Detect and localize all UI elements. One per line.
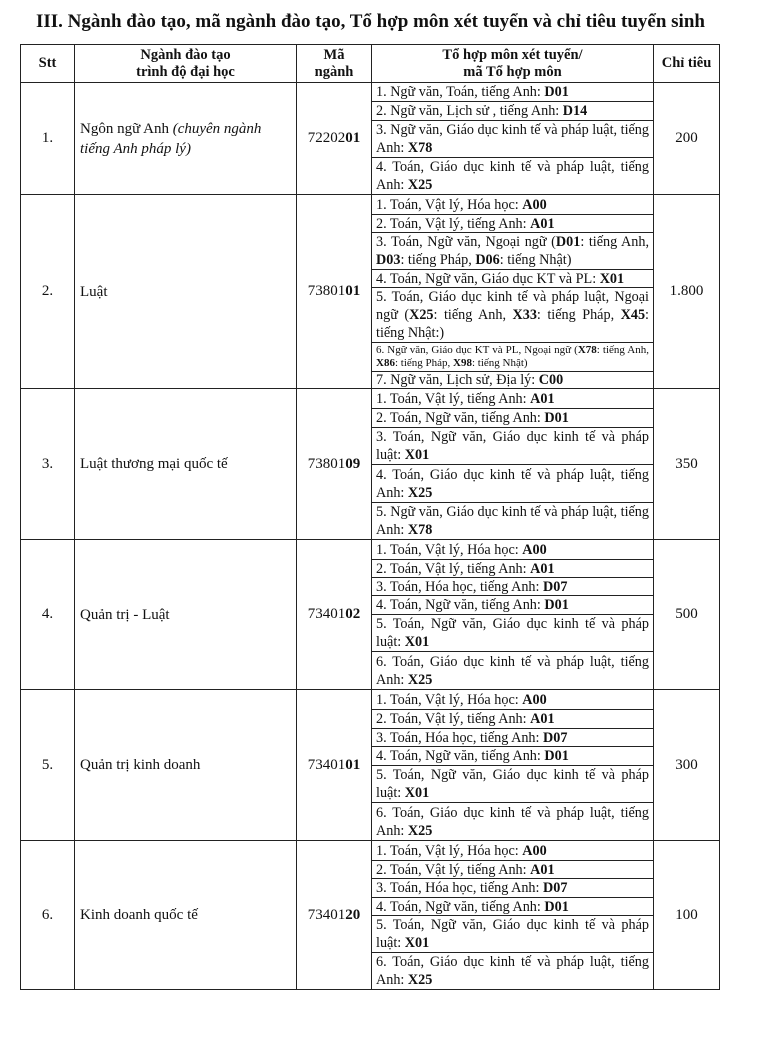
table-row — [21, 195, 720, 389]
major-name: Luật thương mại quốc tế — [80, 456, 228, 472]
code-suffix: 01 — [345, 130, 361, 146]
row-stt: 1. — [21, 83, 75, 195]
combo-item — [372, 287, 653, 342]
combo-item — [372, 540, 653, 559]
row-quota: 300 — [654, 690, 720, 841]
combo-text: 4. Toán, Ngữ văn, tiếng Anh: — [376, 898, 545, 915]
combo-code: X25 — [407, 822, 433, 839]
row-major — [75, 389, 297, 540]
row-quota: 350 — [654, 389, 720, 540]
combo-code: X25 — [407, 671, 433, 688]
combo-code: D01 — [555, 234, 581, 250]
combo-item — [372, 214, 653, 232]
header-stt: Stt — [21, 45, 75, 83]
combo-text: 6. Toán, Giáo dục kinh tế và pháp luật, tiếng Anh: — [376, 954, 649, 988]
combo-item — [372, 502, 653, 539]
code-suffix: 01 — [345, 756, 361, 773]
row-code — [297, 83, 372, 195]
row-code — [297, 389, 372, 540]
row-combos — [372, 195, 654, 389]
combo-text: 3. Toán, Hóa học, tiếng Anh: — [376, 578, 543, 595]
row-quota: 500 — [654, 540, 720, 690]
combo-text: : tiếng Nhật:) — [376, 307, 649, 341]
admissions-table — [20, 44, 720, 990]
combo-item — [372, 878, 653, 897]
combo-text: 1. Toán, Vật lý, Hóa học: — [376, 842, 523, 859]
row-stt: 5. — [21, 690, 75, 841]
combo-text: 2. Ngữ văn, Lịch sử , tiếng Anh: — [376, 103, 563, 119]
combo-item — [372, 765, 653, 802]
combo-code: D07 — [543, 578, 568, 595]
code-suffix: 02 — [345, 606, 361, 622]
combo-item — [372, 595, 653, 614]
combo-item — [372, 371, 653, 388]
combo-item — [372, 427, 653, 464]
combo-text: 1. Toán, Vật lý, tiếng Anh: — [376, 390, 531, 407]
combo-code: X01 — [404, 447, 430, 463]
combo-text: : tiếng Pháp, — [394, 357, 454, 369]
table-header-row — [21, 45, 720, 83]
combo-text: 1. Ngữ văn, Toán, tiếng Anh: — [376, 84, 545, 100]
combo-code: D01 — [544, 898, 569, 915]
row-stt: 4. — [21, 540, 75, 690]
combo-text: 3. Toán, Ngữ văn, Giáo dục kinh tế và pháp luật: — [376, 429, 649, 463]
combo-text: 4. Toán, Giáo dục kinh tế và pháp luật, tiếng Anh: — [376, 159, 649, 193]
combo-item — [372, 120, 653, 157]
combo-code: C00 — [538, 372, 564, 388]
combo-text: 7. Ngữ văn, Lịch sử, Địa lý: — [376, 372, 539, 388]
combo-item — [372, 802, 653, 840]
combo-code: X86 — [376, 357, 395, 369]
combo-text: 3. Toán, Hóa học, tiếng Anh: — [376, 880, 543, 896]
combo-code: D01 — [544, 84, 569, 100]
code-prefix: 73401 — [307, 756, 346, 773]
combo-item — [372, 952, 653, 989]
row-major — [75, 195, 297, 389]
combo-text: : tiếng Anh, — [596, 344, 650, 356]
combo-item — [372, 408, 653, 427]
combo-code: D07 — [543, 729, 568, 746]
combo-code: X25 — [407, 177, 433, 193]
combo-code: X01 — [404, 935, 430, 951]
row-major — [75, 690, 297, 841]
combo-code: A01 — [530, 861, 555, 878]
combo-code: D01 — [544, 748, 569, 764]
major-name: Luật — [80, 283, 108, 300]
combo-code: D01 — [544, 597, 569, 613]
table-row — [21, 389, 720, 540]
row-code — [297, 690, 372, 841]
row-combos — [372, 540, 654, 690]
combo-text: 1. Toán, Vật lý, Hóa học: — [376, 541, 523, 558]
combo-item — [372, 841, 653, 860]
combo-text: 2. Toán, Vật lý, tiếng Anh: — [376, 861, 531, 878]
combo-item — [372, 690, 653, 709]
combo-code: D03 — [376, 252, 401, 268]
combo-code: D06 — [475, 252, 500, 268]
combo-code: A01 — [530, 215, 555, 232]
combo-text: 3. Toán, Hóa học, tiếng Anh: — [376, 729, 543, 746]
combo-item — [372, 101, 653, 120]
combo-text: : tiếng Anh, — [433, 307, 513, 323]
combo-text: 1. Toán, Vật lý, Hóa học: — [376, 691, 523, 708]
combo-code: X25 — [409, 307, 434, 323]
combo-code: A00 — [522, 196, 547, 213]
combo-item — [372, 897, 653, 915]
combo-text: 5. Ngữ văn, Giáo dục kinh tế và pháp luật, tiếng Anh: — [376, 504, 649, 538]
combo-item — [372, 83, 653, 101]
combo-code: A01 — [530, 560, 555, 577]
combo-code: X01 — [404, 785, 430, 801]
combo-text: 4. Toán, Ngữ văn, tiếng Anh: — [376, 748, 545, 764]
major-name: Quản trị - Luật — [80, 606, 170, 623]
table-row — [21, 690, 720, 841]
combo-text: 3. Toán, Ngữ văn, Ngoại ngữ ( — [376, 234, 556, 250]
combo-item — [372, 342, 653, 371]
code-prefix: 73401 — [307, 906, 346, 923]
header-code: Mã ngành — [297, 45, 372, 83]
combo-item — [372, 651, 653, 689]
combo-code: X98 — [453, 357, 472, 369]
row-quota: 200 — [654, 83, 720, 195]
combo-text: 5. Toán, Giáo dục kinh tế và pháp luật, Ngoại ngữ ( — [376, 289, 649, 323]
combo-code: X33 — [512, 307, 537, 323]
combo-code: A00 — [522, 541, 547, 558]
combo-code: D07 — [543, 880, 568, 896]
header-major: Ngành đào tạo trình độ đại học — [75, 45, 297, 83]
code-prefix: 73801 — [307, 283, 346, 299]
code-suffix: 20 — [345, 906, 361, 923]
combo-text: : tiếng Pháp, — [400, 252, 476, 268]
row-code — [297, 841, 372, 990]
combo-item — [372, 860, 653, 878]
combo-text: 2. Toán, Vật lý, tiếng Anh: — [376, 560, 531, 577]
row-major — [75, 841, 297, 990]
combo-item — [372, 195, 653, 214]
combo-text: 3. Ngữ văn, Giáo dục kinh tế và pháp luật, tiếng Anh: — [376, 122, 649, 156]
combo-code: A01 — [530, 390, 555, 407]
row-quota: 1.800 — [654, 195, 720, 389]
combo-code: X25 — [407, 972, 433, 988]
row-code — [297, 195, 372, 389]
major-name: Kinh doanh quốc tế — [80, 907, 198, 923]
code-prefix: 73801 — [307, 455, 346, 472]
combo-item — [372, 746, 653, 765]
code-prefix: 73401 — [307, 606, 346, 622]
combo-item — [372, 614, 653, 651]
combo-item — [372, 389, 653, 408]
combo-item — [372, 709, 653, 728]
combo-code: D14 — [562, 103, 588, 119]
combo-code: X78 — [407, 522, 433, 538]
combo-item — [372, 577, 653, 595]
combo-text: : tiếng Nhật) — [499, 252, 572, 268]
row-quota: 100 — [654, 841, 720, 990]
combo-code: A00 — [522, 842, 547, 859]
combo-text: 4. Toán, Ngữ văn, Giáo dục KT và PL: — [376, 270, 600, 287]
combo-item — [372, 559, 653, 577]
row-major — [75, 83, 297, 195]
row-combos — [372, 83, 654, 195]
combo-text: : tiếng Pháp, — [536, 307, 621, 323]
table-row — [21, 841, 720, 990]
section-title: III. Ngành đào tạo, mã ngành đào tạo, Tổ hợp môn xét tuyển và chỉ tiêu tuyển sinh — [36, 11, 705, 32]
row-combos — [372, 841, 654, 990]
row-stt: 2. — [21, 195, 75, 389]
combo-text: 6. Toán, Giáo dục kinh tế và pháp luật, tiếng Anh: — [376, 804, 649, 839]
combo-text: 1. Toán, Vật lý, Hóa học: — [376, 196, 523, 213]
combo-code: X78 — [407, 140, 433, 156]
combo-text: : tiếng Nhật) — [471, 357, 528, 369]
combo-text: : tiếng Anh, — [580, 234, 649, 250]
header-quota: Chỉ tiêu — [654, 45, 720, 83]
row-combos — [372, 690, 654, 841]
combo-item — [372, 157, 653, 194]
combo-text: 5. Toán, Ngữ văn, Giáo dục kinh tế và pháp luật: — [376, 767, 649, 801]
combo-text: 2. Toán, Vật lý, tiếng Anh: — [376, 711, 531, 727]
combo-code: X78 — [577, 344, 597, 356]
major-name: Ngôn ngữ Anh — [80, 120, 169, 137]
row-code — [297, 540, 372, 690]
combo-text: 2. Toán, Vật lý, tiếng Anh: — [376, 215, 531, 232]
code-suffix: 09 — [345, 455, 361, 472]
combo-text: 4. Toán, Ngữ văn, tiếng Anh: — [376, 597, 545, 613]
combo-text: 5. Toán, Ngữ văn, Giáo dục kinh tế và pháp luật: — [376, 616, 649, 650]
major-note: (chuyên ngành tiếng Anh pháp lý) — [80, 120, 262, 157]
combo-code: A01 — [530, 711, 555, 727]
combo-item — [372, 269, 653, 287]
row-combos — [372, 389, 654, 540]
combo-text: 6. Ngữ văn, Giáo dục KT và PL, Ngoại ngữ ( — [376, 344, 578, 356]
combo-item — [372, 464, 653, 502]
code-prefix: 72202 — [307, 130, 346, 146]
combo-text: 2. Toán, Ngữ văn, tiếng Anh: — [376, 410, 545, 426]
major-name: Quản trị kinh doanh — [80, 757, 201, 773]
table-row — [21, 540, 720, 690]
combo-item — [372, 915, 653, 952]
row-major — [75, 540, 297, 690]
combo-item — [372, 232, 653, 269]
header-combos: Tổ hợp môn xét tuyển/ mã Tổ hợp môn — [372, 45, 654, 83]
combo-code: X01 — [404, 634, 430, 650]
combo-code: X45 — [620, 307, 646, 323]
combo-code: D01 — [544, 410, 569, 426]
combo-text: 5. Toán, Ngữ văn, Giáo dục kinh tế và pháp luật: — [376, 917, 649, 951]
combo-code: X25 — [407, 484, 433, 501]
table-row — [21, 83, 720, 195]
row-stt: 3. — [21, 389, 75, 540]
combo-text: 6. Toán, Giáo dục kinh tế và pháp luật, tiếng Anh: — [376, 653, 649, 688]
combo-item — [372, 728, 653, 746]
combo-code: A00 — [522, 691, 547, 708]
combo-code: X01 — [599, 270, 625, 287]
code-suffix: 01 — [345, 283, 361, 299]
row-stt: 6. — [21, 841, 75, 990]
combo-text: 4. Toán, Giáo dục kinh tế và pháp luật, tiếng Anh: — [376, 466, 649, 501]
